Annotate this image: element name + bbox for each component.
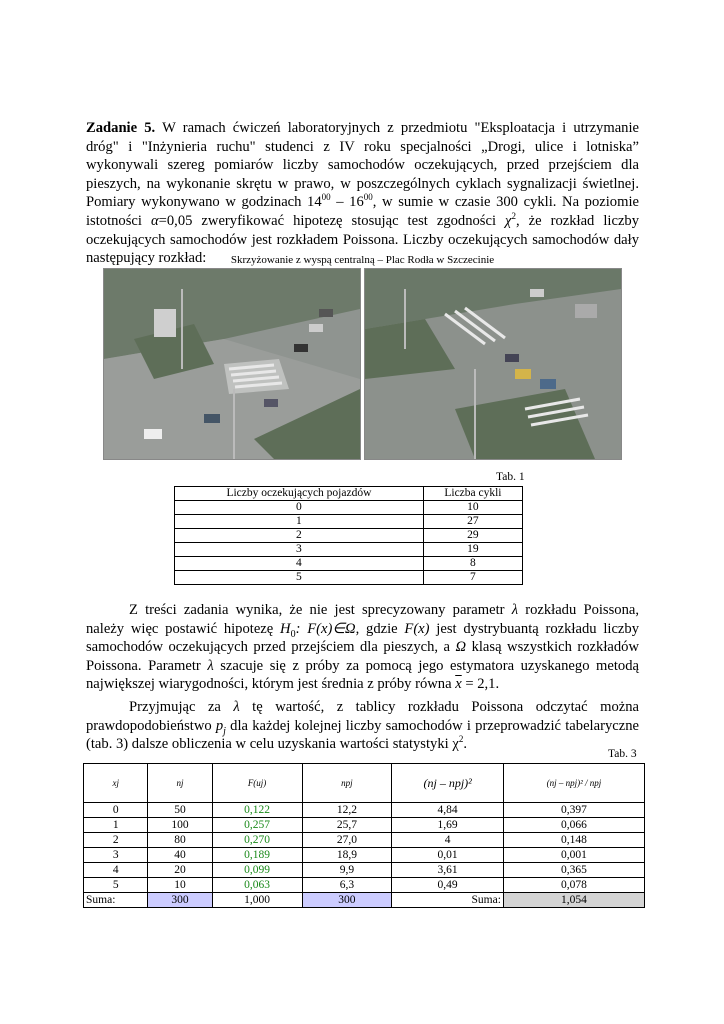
table-header: nj	[148, 764, 212, 803]
table-header: Liczby oczekujących pojazdów	[175, 487, 424, 501]
table-row: 0 50 0,122 12,2 4,84 0,397	[84, 803, 645, 818]
table-row: 3 19	[175, 543, 523, 557]
task-label: Zadanie 5.	[86, 120, 156, 136]
table-header: Liczba cykli	[423, 487, 522, 501]
hypothesis-paragraph: Z treści zadania wynika, że nie jest sprecyzowany parametr λ rozkładu Poissona, należy więc postawić hipotezę $H_0$: F(x)∈Ω, gdzie F(x) jest dystrybuantą rozkładu liczby samochodów oczekujących przed przejściem dla pieszych, a Ω klasą wszystkich rozkładów Poissona. Parametr λ szacuje się z próby za pomocą jego estymatora uzyskanego metodą największej wiarygodności, którym jest średnia z próby równa $\overline{x} = 2,1$.	[86, 602, 639, 693]
table-row: 1 100 0,257 25,7 1,69 0,066	[84, 818, 645, 833]
intersection-photo-right	[364, 268, 622, 460]
table-row: 4 8	[175, 557, 523, 571]
table-row: 2 80 0,270 27,0 4 0,148	[84, 833, 645, 848]
table-header: npj	[302, 764, 392, 803]
intersection-photo-left	[103, 268, 361, 460]
task-paragraph: Zadanie 5. W ramach ćwiczeń laboratoryjnych z przedmiotu "Eksploatacja i utrzymanie dróg" i "Inżynieria ruchu" studenci z IV roku specjalności „Drogi, ulice i lotniska” wykonywali szereg pomiarów liczby samochodów oczekujących, przed przejściem dla pieszych, na wykonanie skrętu w prawo, w poszczególnych cyklach sygnalizacji świetlnej. Pomiary wykonywano w godzinach $14^{00} - 16^{00}$, w sumie w czasie 300 cykli. Na poziomie istotności α=0,05 zweryfikować hipotezę stosując test zgodności $\chi^2$, że rozkład liczby oczekujących samochodów jest rozkładem Poissona. Liczby oczekujących samochodów dały następujący rozkład:	[86, 120, 640, 267]
table-row: 4 20 0,099 9,9 3,61 0,365	[84, 863, 645, 878]
table-header: F(uj)	[212, 764, 302, 803]
poisson-paragraph: Przyjmując za λ tę wartość, z tablicy rozkładu Poissona odczytać można prawdopodobieństwo $p_j$ dla każdej kolejnej liczby samochodów i przeprowadzić tabelaryczne (tab. 3) dalsze obliczenia w celu uzyskania wartości statystyki $\chi^2$.	[86, 699, 639, 753]
tab3-label: Tab. 3	[608, 748, 637, 760]
table-row: 1 27	[175, 515, 523, 529]
table-header: xj	[84, 764, 148, 803]
table-row: 3 40 0,189 18,9 0,01 0,001	[84, 848, 645, 863]
table-row: 0 10	[175, 501, 523, 515]
table-header: (nj – npj)²	[392, 764, 504, 803]
table-row: 2 29	[175, 529, 523, 543]
table-row: 5 10 0,063 6,3 0,49 0,078	[84, 878, 645, 893]
table-row: 5 7	[175, 571, 523, 585]
photo-caption: Skrzyżowanie z wyspą centralną – Plac Rodła w Szczecinie	[230, 254, 495, 266]
table-sum-row: Suma: 300 1,000 300 Suma: 1,054	[84, 893, 645, 908]
tab1-label: Tab. 1	[496, 471, 525, 483]
table-waiting-vehicles	[174, 486, 523, 585]
table-header: (nj – npj)² / npj	[503, 764, 644, 803]
table-chi-square	[83, 763, 645, 908]
